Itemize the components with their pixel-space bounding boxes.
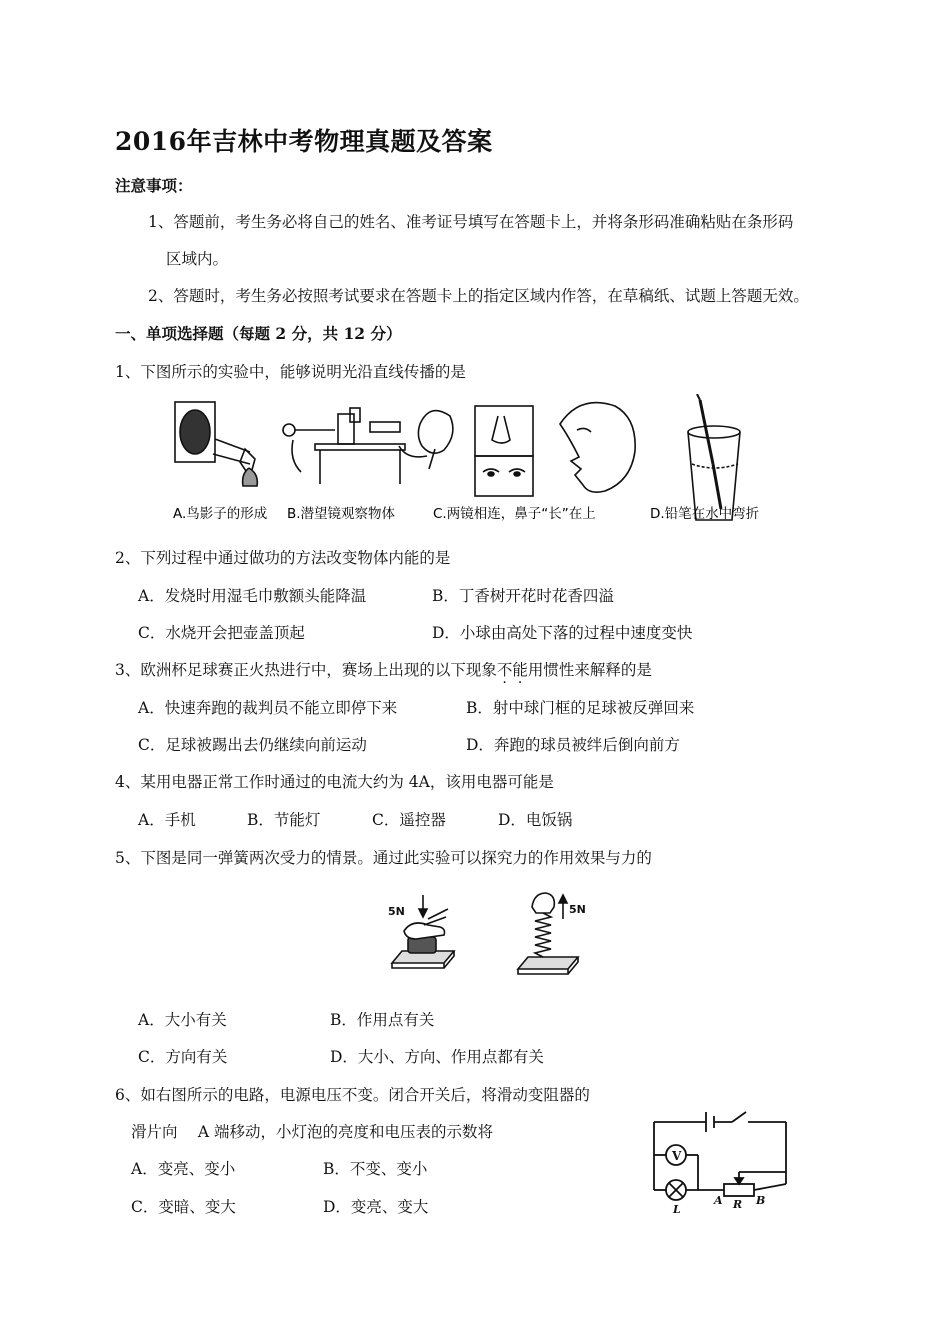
question-3-option-a: A．快速奔跑的裁判员不能立即停下来 [138, 699, 398, 717]
question-5-stem: 5、下图是同一弹簧两次受力的情景。通过此实验可以探究力的作用效果与力的 [115, 849, 652, 867]
question-2-option-c: C．水烧开会把壶盖顶起 [138, 624, 305, 642]
question-3-option-d: D．奔跑的球员被绊后倒向前方 [466, 736, 680, 754]
page-title: 2016年吉林中考物理真题及答案 [115, 127, 493, 156]
question-4-option-b: B．节能灯 [247, 811, 321, 829]
question-4-option-a: A．手机 [138, 811, 196, 829]
question-6-option-c: C．变暗、变大 [131, 1198, 236, 1216]
question-3-stem-post: 用惯性来解释的是 [527, 661, 652, 679]
question-6-option-a: A．变亮、变小 [131, 1160, 236, 1178]
question-3-stem [115, 658, 652, 680]
two-mirrors-illustration [475, 403, 635, 496]
voltmeter-label: V [672, 1149, 682, 1163]
notice-item-1-cont: 区域内。 [166, 250, 229, 268]
question-5-option-b: B．作用点有关 [330, 1011, 435, 1029]
question-4-option-d: D．电饭锅 [498, 811, 573, 829]
question-6-stem-cont: 滑片向 A 端移动，小灯泡的亮度和电压表的示数将 [131, 1123, 494, 1141]
switch-icon [732, 1112, 746, 1122]
end-a-label: A [714, 1194, 723, 1207]
question-5-figure [380, 885, 590, 985]
rheostat-label: R [733, 1198, 743, 1211]
force-label-up: 5N [569, 903, 586, 916]
question-3-option-c: C．足球被踢出去仍继续向前运动 [138, 736, 367, 754]
question-6-circuit-diagram [640, 1100, 800, 1215]
question-2-option-a: A．发烧时用湿毛巾敷额头能降温 [138, 587, 367, 605]
figure-caption-a: A.鸟影子的形成 [173, 506, 268, 522]
question-4-option-c: C．遥控器 [372, 811, 446, 829]
question-2-option-d: D．小球由高处下落的过程中速度变快 [432, 624, 693, 642]
end-b-label: B [756, 1194, 766, 1207]
bird-shadow-illustration [175, 402, 257, 486]
notice-item-1: 1、答题前，考生务必将自己的姓名、准考证号填写在答题卡上，并将条形码准确粘贴在条形码 [148, 213, 794, 231]
question-3-emphasis-1: 不 [496, 661, 513, 679]
question-5-option-a: A．大小有关 [138, 1011, 227, 1029]
question-3-emphasis-2: 能 [512, 661, 528, 679]
question-1-stem: 1、下图所示的实验中，能够说明光沿直线传播的是 [115, 363, 466, 381]
question-5-option-c: C．方向有关 [138, 1048, 228, 1066]
figure-caption-c: C.两镜相连，鼻子“长”在上 [433, 506, 596, 522]
question-2-stem: 2、下列过程中通过做功的方法改变物体内能的是 [115, 549, 451, 567]
notice-item-2: 2、答题时，考生务必按照考试要求在答题卡上的指定区域内作答，在草稿纸、试题上答题无效。 [148, 287, 809, 305]
periscope-illustration [283, 408, 453, 484]
question-3-stem-pre: 3、欧洲杯足球赛正火热进行中，赛场上出现的以下现象 [115, 661, 497, 679]
question-3-option-b: B．射中球门框的足球被反弹回来 [466, 699, 695, 717]
question-5-option-d: D．大小、方向、作用点都有关 [330, 1048, 544, 1066]
section-heading: 一、单项选择题（每题 2 分，共 12 分） [115, 324, 402, 343]
question-2-option-b: B．丁香树开花时花香四溢 [432, 587, 614, 605]
notice-heading: 注意事项： [115, 176, 193, 195]
question-4-stem: 4、某用电器正常工作时通过的电流大约为 4A，该用电器可能是 [115, 773, 554, 791]
force-label-down: 5N [388, 905, 405, 918]
question-1-figure [165, 394, 785, 529]
question-6-stem: 6、如右图所示的电路，电源电压不变。闭合开关后，将滑动变阻器的 [115, 1086, 590, 1104]
pencil-in-water-illustration [688, 394, 740, 520]
question-6-option-b: B．不变、变小 [323, 1160, 428, 1178]
rheostat-icon [724, 1184, 754, 1196]
figure-caption-b: B.潜望镜观察物体 [287, 506, 396, 522]
figure-caption-d: D.铅笔在水中弯折 [650, 506, 760, 522]
lamp-label: L [673, 1203, 681, 1215]
question-6-option-d: D．变亮、变大 [323, 1198, 429, 1216]
